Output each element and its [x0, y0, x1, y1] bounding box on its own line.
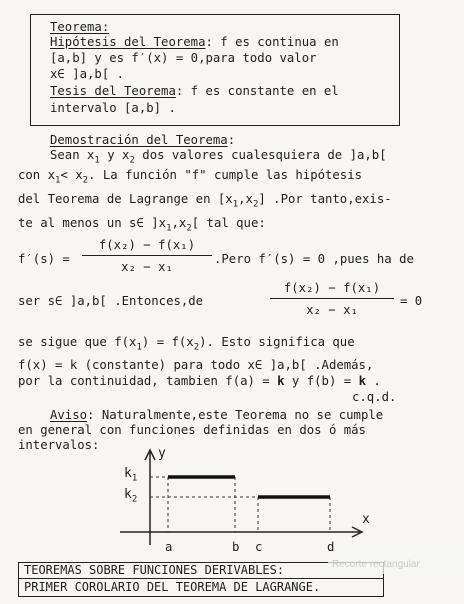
thesis-label: Tesis del Teorema [50, 84, 176, 98]
fraction-1-numerator: f(x₂) − f(x₁) [82, 238, 212, 256]
tick-b: b [232, 540, 240, 554]
ser-text: ser s∈ ]a,b[ .Entonces,de [18, 294, 204, 308]
x-axis-label: x [362, 512, 370, 527]
tick-d: d [327, 540, 335, 554]
thesis-text: : f es constante en el [175, 84, 339, 98]
fraction-2-numerator: f(x₂) − f(x₁) [270, 281, 394, 299]
proof-line-8: f(x) = k (constante) para todo x∈ ]a,b[ .Además, [18, 358, 374, 372]
proof-line-4: te al menos un s∈ ]$x_1,x_2$[ tal que: [18, 216, 266, 234]
hypothesis-line-2: [a,b] y es f′(x) = 0,para todo valor [50, 51, 317, 65]
fraction-2-denominator: x₂ − x₁ [306, 303, 358, 317]
theorem-title: Teorema: [50, 20, 110, 34]
footer-line-1: TEOREMAS SOBRE FUNCIONES DERIVABLES: [24, 563, 285, 577]
proof-line-7: se sigue que $f(x_1) = f(x_2)$. Esto significa que [18, 335, 355, 353]
k2-label: $k_2$ [124, 487, 138, 505]
aviso-line-3: intervalos: [18, 438, 100, 452]
aviso-label: Aviso [50, 408, 88, 422]
hypothesis-line-3: x∈ ]a,b[ . [50, 67, 125, 81]
proof-line-2: con $x_1< x_2$. La función "f" cumple las hipótesis [18, 168, 363, 186]
tick-c: c [255, 540, 263, 554]
rectangular-snip-label[interactable]: Recorte rectangular [328, 556, 464, 574]
proof-title: Demostración del Teorema: [50, 133, 236, 147]
hypothesis-label: Hipótesis del Teorema [50, 35, 206, 49]
equals-zero: = 0 [400, 294, 423, 308]
proof-line-1: Sean $x_1$ y $x_2$ dos valores cualesquiera de ]a,b[ [50, 148, 387, 166]
qed: c.q.d. [352, 390, 397, 404]
proof-line-3: del Teorema de Lagrange en $[x_1,x_2]$ .Por tanto,exis- [18, 192, 392, 210]
footer-line-2: PRIMER COROLARIO DEL TEOREMA DE LAGRANGE. [24, 580, 321, 594]
k1-label: $k_1$ [124, 466, 138, 484]
fraction-1-denominator: x₂ − x₁ [121, 260, 173, 274]
thesis-line-2: intervalo [a,b] . [50, 101, 176, 115]
aviso-line-2: en general con funciones definidas en dos ó más [18, 423, 366, 437]
hypothesis-text: : f es continua en [205, 35, 339, 49]
y-axis-label: y [158, 446, 166, 461]
proof-title-text: Demostración del Teorema [50, 133, 228, 147]
fs-label: f′(s) = [18, 252, 70, 266]
aviso-line-1: Aviso: Naturalmente,este Teorema no se cumple [50, 408, 384, 422]
footer-divider [18, 578, 384, 579]
proof-line-9: por la continuidad, tambien f(a) = k y f(b) = k . [18, 374, 381, 388]
tick-a: a [165, 540, 173, 554]
pero-text: .Pero f′(s) = 0 ,pues ha de [214, 252, 414, 266]
